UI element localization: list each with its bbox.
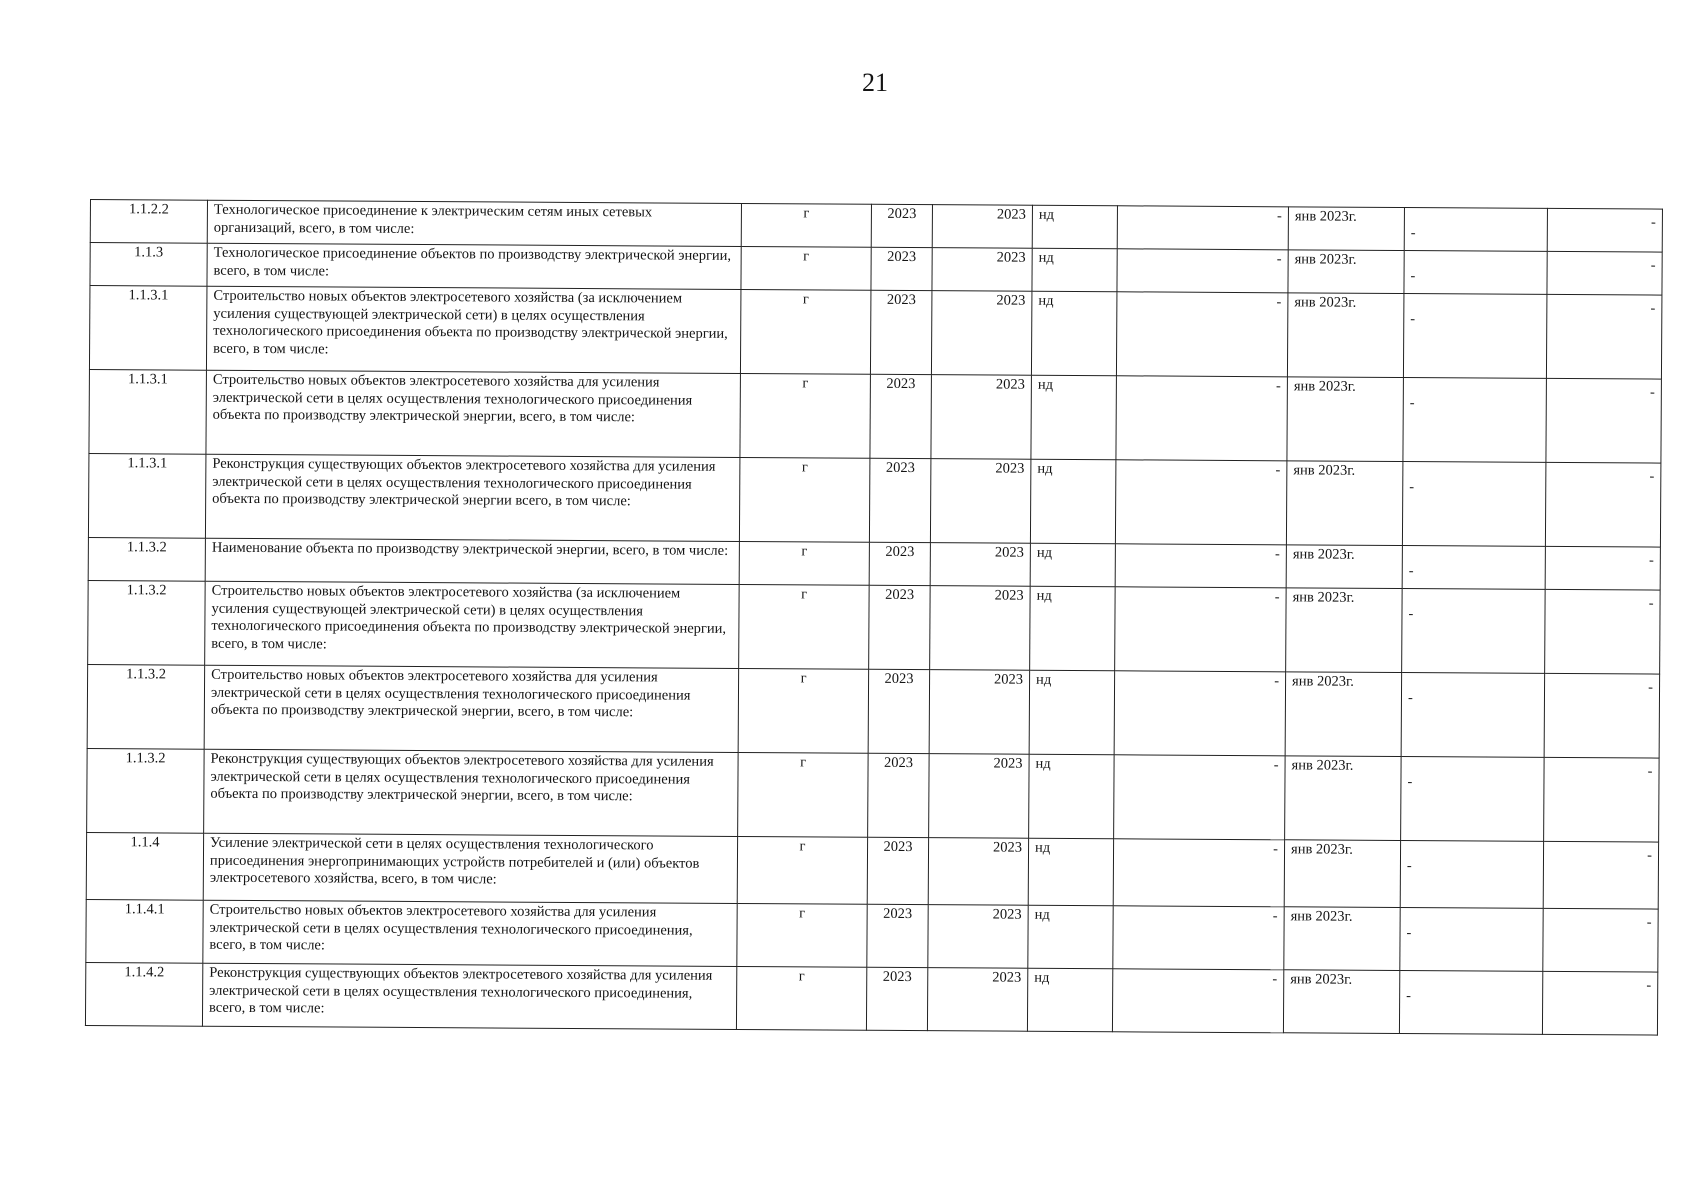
row-dash-b-cell	[1401, 757, 1545, 842]
row-unit: г	[738, 752, 869, 837]
row-number: 1.1.3	[90, 243, 207, 287]
row-dash-c-cell	[1544, 757, 1660, 842]
row-name: Наименование объекта по производству электрической энергии, всего, в том числе:	[205, 538, 739, 584]
row-dash-c: -	[1647, 763, 1653, 780]
row-status: нд	[1028, 838, 1113, 906]
row-date: янв 2023г.	[1285, 672, 1402, 757]
row-dash-b-cell	[1403, 294, 1547, 379]
row-year-start: 2023	[868, 669, 930, 753]
row-unit: г	[737, 903, 867, 967]
data-table	[85, 199, 1663, 1036]
row-dash-b: -	[1410, 225, 1416, 242]
row-name: Технологическое присоединение к электрическим сетям иных сетевых организаций, всего, в том числе:	[207, 200, 741, 246]
table-row	[89, 369, 1661, 463]
row-dash-a: -	[1115, 544, 1286, 588]
row-name: Строительство новых объектов электросетевого хозяйства для усиления электрической сети в целях осуществления технологического присоединения, всего, в том числе:	[203, 900, 737, 966]
row-year-end: 2023	[930, 459, 1031, 544]
row-status: нд	[1030, 543, 1115, 587]
row-dash-b: -	[1406, 988, 1412, 1005]
row-year-end: 2023	[928, 838, 1028, 906]
row-year-end: 2023	[927, 968, 1027, 1032]
row-year-start: 2023	[867, 904, 928, 967]
row-date: янв 2023г.	[1284, 840, 1400, 908]
row-unit: г	[738, 668, 869, 753]
row-year-end: 2023	[928, 905, 1028, 969]
row-year-start: 2023	[871, 247, 932, 290]
row-name: Строительство новых объектов электросетевого хозяйства для усиления электрической сети в целях осуществления технологического присоединения объекта по производству электрической энергии, всего, в том числе:	[206, 370, 741, 457]
row-dash-c: -	[1650, 214, 1656, 231]
row-dash-b-cell	[1399, 971, 1542, 1035]
row-dash-c-cell	[1542, 971, 1657, 1035]
row-date: янв 2023г.	[1285, 756, 1402, 841]
row-dash-c-cell	[1546, 378, 1662, 463]
row-dash-a: -	[1117, 249, 1288, 293]
row-dash-b: -	[1409, 479, 1415, 496]
row-date: янв 2023г.	[1288, 207, 1404, 251]
row-dash-b: -	[1407, 690, 1413, 707]
row-dash-c-cell	[1547, 208, 1662, 252]
row-name: Строительство новых объектов электросетевого хозяйства (за исключением усиления существующей электрической сети) в целях осуществления технологического присоединения объекта по производству электрической энергии, всего, в том числе:	[206, 286, 741, 373]
row-dash-c: -	[1648, 679, 1654, 696]
row-name: Технологическое присоединение объектов по производству электрической энергии, всего, в том числе:	[207, 243, 741, 289]
row-name: Строительство новых объектов электросетевого хозяйства (за исключением усиления существующей электрической сети) в целях осуществления технологического присоединения объекта по производству электрической энергии, всего, в том числе:	[205, 581, 740, 668]
table-body	[85, 200, 1662, 1036]
row-dash-b-cell	[1402, 546, 1545, 590]
row-number: 1.1.3.1	[88, 453, 206, 538]
row-dash-c: -	[1648, 595, 1654, 612]
row-status: нд	[1030, 586, 1116, 671]
row-dash-b: -	[1406, 858, 1412, 875]
row-year-end: 2023	[929, 754, 1030, 839]
row-year-start: 2023	[867, 837, 928, 904]
table-row	[85, 962, 1657, 1035]
row-date: янв 2023г.	[1284, 907, 1400, 971]
row-dash-c-cell	[1543, 908, 1658, 972]
row-dash-a: -	[1113, 839, 1284, 907]
row-name: Строительство новых объектов электросетевого хозяйства для усиления электрической сети в целях осуществления технологического присоединения объекта по производству электрической энергии, всего, в том числе:	[204, 665, 739, 752]
row-dash-c: -	[1646, 914, 1652, 931]
row-date: янв 2023г.	[1286, 588, 1403, 673]
row-year-end: 2023	[931, 291, 1032, 376]
row-number: 1.1.3.1	[89, 369, 207, 454]
row-dash-b-cell	[1402, 462, 1546, 547]
row-dash-a: -	[1117, 206, 1288, 250]
row-dash-c-cell	[1545, 589, 1661, 674]
row-dash-b: -	[1408, 606, 1414, 623]
row-dash-c-cell	[1545, 546, 1660, 590]
row-dash-b-cell	[1402, 589, 1546, 674]
table-row	[88, 580, 1660, 674]
row-date: янв 2023г.	[1287, 293, 1404, 378]
row-dash-b-cell	[1403, 378, 1547, 463]
page-number: 21	[862, 68, 888, 97]
row-dash-c-cell	[1545, 462, 1661, 547]
row-dash-c-cell	[1547, 251, 1662, 295]
row-dash-b: -	[1410, 268, 1416, 285]
table-row	[86, 899, 1658, 972]
row-number: 1.1.3.2	[88, 580, 206, 665]
table-row	[89, 286, 1661, 380]
row-dash-c: -	[1650, 257, 1656, 274]
row-year-end: 2023	[932, 205, 1032, 249]
row-name: Реконструкция существующих объектов электросетевого хозяйства для усиления электрической сети в целях осуществления технологического присоединения, всего, в том числе:	[202, 963, 736, 1029]
row-year-start: 2023	[870, 290, 932, 374]
table-row	[86, 832, 1658, 909]
row-status: нд	[1027, 968, 1112, 1032]
table-row	[88, 453, 1660, 547]
row-dash-a: -	[1114, 671, 1286, 756]
row-status: нд	[1032, 248, 1117, 292]
row-dash-b: -	[1408, 563, 1414, 580]
row-dash-b-cell	[1400, 908, 1543, 972]
row-date: янв 2023г.	[1286, 545, 1402, 589]
row-number: 1.1.4.1	[86, 899, 203, 963]
row-unit: г	[740, 289, 871, 374]
row-dash-c: -	[1648, 552, 1654, 569]
row-dash-b-cell	[1400, 841, 1543, 909]
row-status: нд	[1029, 670, 1115, 755]
row-status: нд	[1029, 754, 1115, 839]
row-dash-a: -	[1116, 292, 1288, 377]
row-dash-a: -	[1112, 969, 1283, 1033]
row-year-start: 2023	[870, 374, 932, 458]
row-unit: г	[736, 966, 866, 1030]
row-number: 1.1.2.2	[90, 200, 207, 244]
row-dash-b: -	[1410, 311, 1416, 328]
row-dash-a: -	[1114, 755, 1286, 840]
row-date: янв 2023г.	[1287, 377, 1404, 462]
row-year-end: 2023	[930, 543, 1030, 587]
row-unit: г	[737, 836, 867, 904]
row-dash-c: -	[1649, 384, 1655, 401]
row-year-start: 2023	[866, 967, 927, 1030]
row-date: янв 2023г.	[1283, 970, 1399, 1034]
row-name: Реконструкция существующих объектов электросетевого хозяйства для усиления электрической сети в целях осуществления технологического присоединения объекта по производству электрической энергии всего, в том числе:	[205, 454, 740, 541]
row-name: Усиление электрической сети в целях осуществления технологического присоединения энергопринимающих устройств потребителей и (или) объектов электросетевого хозяйства, всего, в том числе:	[203, 833, 737, 903]
row-status: нд	[1031, 291, 1117, 376]
row-number: 1.1.3.2	[88, 537, 205, 581]
row-dash-c: -	[1646, 977, 1652, 994]
row-dash-c: -	[1650, 300, 1656, 317]
row-unit: г	[741, 203, 871, 247]
row-dash-b-cell	[1404, 251, 1547, 295]
row-number: 1.1.3.2	[87, 748, 205, 833]
row-dash-b: -	[1406, 925, 1412, 942]
row-number: 1.1.4.2	[85, 962, 202, 1026]
row-dash-c-cell	[1546, 294, 1662, 379]
row-date: янв 2023г.	[1288, 250, 1404, 294]
row-year-end: 2023	[930, 586, 1031, 671]
row-year-start: 2023	[869, 585, 931, 669]
row-number: 1.1.4	[86, 832, 203, 900]
row-dash-c: -	[1647, 847, 1653, 864]
row-unit: г	[739, 457, 870, 542]
row-status: нд	[1030, 459, 1116, 544]
row-dash-a: -	[1113, 906, 1284, 970]
row-unit: г	[740, 373, 871, 458]
row-dash-a: -	[1116, 376, 1288, 461]
row-year-end: 2023	[931, 375, 1032, 460]
table-row	[87, 748, 1659, 842]
row-dash-b-cell	[1401, 673, 1545, 758]
row-year-start: 2023	[871, 204, 932, 247]
row-unit: г	[739, 541, 869, 585]
row-date: янв 2023г.	[1286, 461, 1403, 546]
row-dash-b: -	[1407, 774, 1413, 791]
row-year-start: 2023	[868, 753, 930, 837]
row-unit: г	[739, 584, 870, 669]
row-unit: г	[741, 246, 871, 290]
row-year-start: 2023	[869, 458, 931, 542]
row-name: Реконструкция существующих объектов электросетевого хозяйства для усиления электрической сети в целях осуществления технологического присоединения объекта по производству электрической энергии, всего, в том числе:	[204, 749, 739, 836]
row-dash-a: -	[1115, 587, 1287, 672]
row-dash-c: -	[1649, 468, 1655, 485]
row-year-end: 2023	[929, 670, 1030, 755]
row-dash-a: -	[1115, 460, 1287, 545]
row-dash-b-cell	[1404, 208, 1547, 252]
row-dash-c-cell	[1543, 841, 1658, 909]
table-row	[87, 664, 1659, 758]
row-number: 1.1.3.2	[87, 664, 205, 749]
row-year-start: 2023	[869, 542, 930, 585]
row-status: нд	[1028, 905, 1113, 969]
row-number: 1.1.3.1	[89, 286, 207, 371]
row-dash-c-cell	[1544, 673, 1660, 758]
row-status: нд	[1032, 205, 1117, 249]
row-year-end: 2023	[932, 248, 1032, 292]
row-status: нд	[1031, 375, 1117, 460]
row-dash-b: -	[1409, 395, 1415, 412]
